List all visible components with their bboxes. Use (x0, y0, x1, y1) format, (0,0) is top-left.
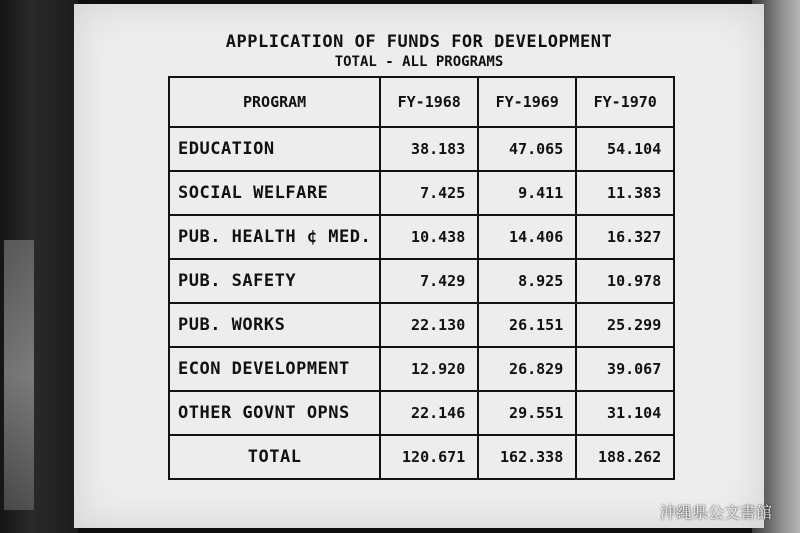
cell-fy-1969: 47.065 (478, 127, 576, 171)
row-program: PUB. SAFETY (169, 259, 380, 303)
table-row (169, 127, 674, 171)
cell-fy-1968: 10.438 (380, 215, 478, 259)
total-label: TOTAL (169, 435, 380, 479)
funds-table (168, 76, 675, 480)
cell-fy-1969: 9.411 (478, 171, 576, 215)
table-row (169, 259, 674, 303)
cell-fy-1970: 11.383 (576, 171, 674, 215)
table-row (169, 391, 674, 435)
table-row (169, 347, 674, 391)
table-row (169, 215, 674, 259)
cell-fy-1968: 12.920 (380, 347, 478, 391)
total-fy-1970: 188.262 (576, 435, 674, 479)
header-program: PROGRAM (169, 77, 380, 127)
cell-fy-1970: 39.067 (576, 347, 674, 391)
row-program: ECON DEVELOPMENT (169, 347, 380, 391)
row-program: SOCIAL WELFARE (169, 171, 380, 215)
header-fy-1970: FY-1970 (576, 77, 674, 127)
cell-fy-1969: 14.406 (478, 215, 576, 259)
poster-subtitle: TOTAL - ALL PROGRAMS (334, 54, 504, 70)
total-fy-1968: 120.671 (380, 435, 478, 479)
cell-fy-1969: 8.925 (478, 259, 576, 303)
cell-fy-1968: 7.425 (380, 171, 478, 215)
cell-fy-1968: 22.130 (380, 303, 478, 347)
cell-fy-1970: 54.104 (576, 127, 674, 171)
cell-fy-1969: 29.551 (478, 391, 576, 435)
total-fy-1969: 162.338 (478, 435, 576, 479)
cell-fy-1970: 31.104 (576, 391, 674, 435)
cell-fy-1968: 38.183 (380, 127, 478, 171)
poster-title: APPLICATION OF FUNDS FOR DEVELOPMENT (225, 32, 613, 52)
cell-fy-1970: 25.299 (576, 303, 674, 347)
cell-fy-1970: 10.978 (576, 259, 674, 303)
cell-fy-1968: 7.429 (380, 259, 478, 303)
row-program: EDUCATION (169, 127, 380, 171)
cell-fy-1970: 16.327 (576, 215, 674, 259)
header-fy-1968: FY-1968 (380, 77, 478, 127)
row-program: PUB. WORKS (169, 303, 380, 347)
cell-fy-1968: 22.146 (380, 391, 478, 435)
table-row (169, 171, 674, 215)
cell-fy-1969: 26.151 (478, 303, 576, 347)
table-header-row (169, 77, 674, 127)
archive-watermark: 沖縄県公文書館 (659, 503, 772, 522)
left-paper-stack (4, 240, 34, 510)
poster-board (74, 4, 764, 528)
cell-fy-1969: 26.829 (478, 347, 576, 391)
total-row (169, 435, 674, 479)
row-program: OTHER GOVNT OPNS (169, 391, 380, 435)
row-program: PUB. HEALTH ¢ MED. (169, 215, 380, 259)
table-row (169, 303, 674, 347)
header-fy-1969: FY-1969 (478, 77, 576, 127)
